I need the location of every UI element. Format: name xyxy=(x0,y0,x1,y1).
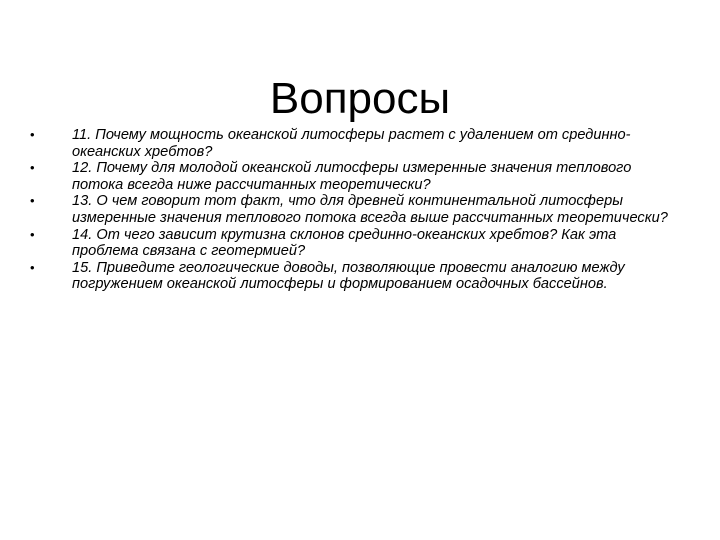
list-item xyxy=(30,260,670,293)
question-text: 14. От чего зависит крутизна склонов срединно-океанских хребтов? Как эта проблема связана с геотермией? xyxy=(72,226,617,260)
list-item xyxy=(30,160,670,193)
list-item xyxy=(30,227,670,260)
bullet-icon: • xyxy=(30,259,35,275)
slide-title: Вопросы xyxy=(269,74,451,124)
bullet-icon: • xyxy=(30,226,35,242)
bullet-icon: • xyxy=(30,193,35,209)
list-item xyxy=(30,127,670,160)
question-text: 11. Почему мощность океанской литосферы растет с удалением от срединно-океанских хребтов? xyxy=(72,127,631,160)
question-text: 12. Почему для молодой океанской литосферы измеренные значения теплового потока всегда ниже рассчитанных теоретически? xyxy=(72,160,632,193)
bullet-icon: • xyxy=(30,160,35,176)
question-text: 13. О чем говорит тот факт, что для древней континентальной литосферы измеренные значения теплового потока всегда выше рассчитанных теоретически? xyxy=(72,193,668,226)
question-text: 15. Приведите геологические доводы, позволяющие провести аналогию между погружением океанской литосферы и формированием осадочных бассейнов. xyxy=(72,259,625,293)
question-list xyxy=(30,127,670,293)
bullet-icon: • xyxy=(30,127,35,142)
list-item xyxy=(30,193,670,226)
